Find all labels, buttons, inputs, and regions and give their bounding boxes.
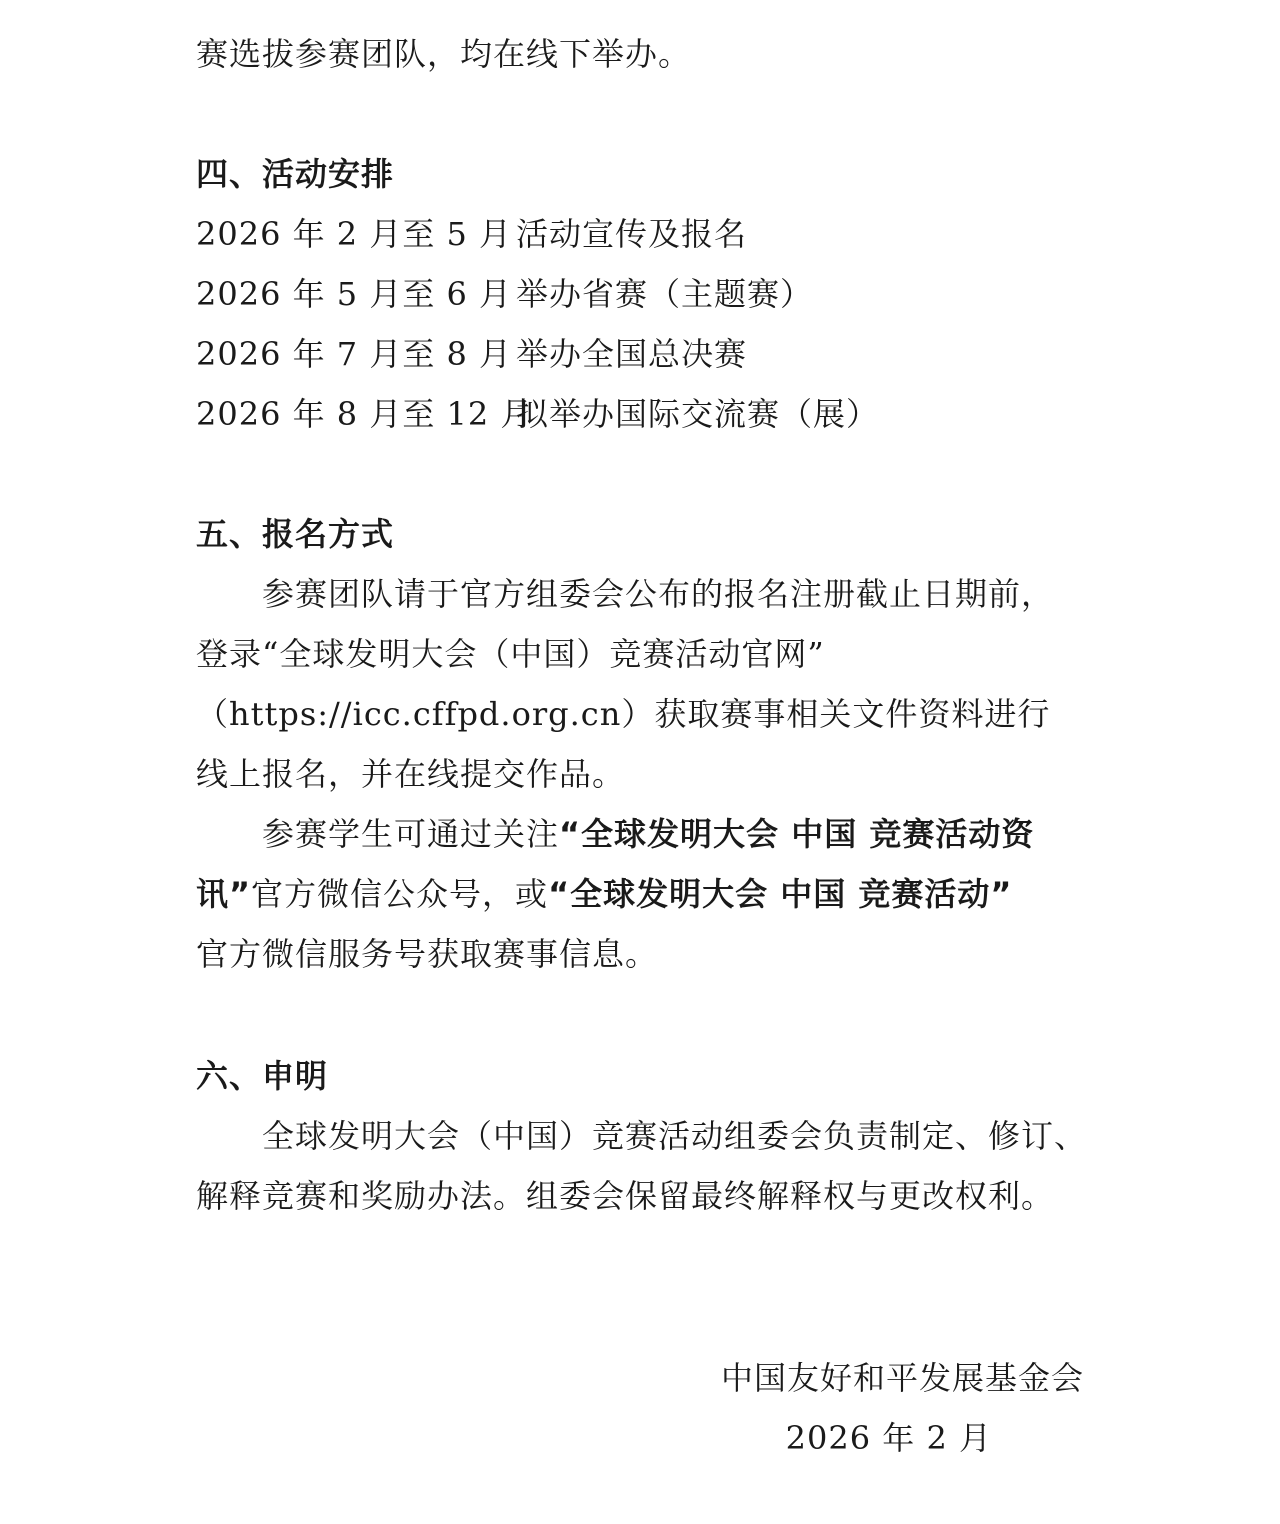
schedule-event: 拟举办国际交流赛（展） bbox=[516, 395, 880, 433]
section5-p1-line: （https://icc.cffpd.org.cn）获取赛事相关文件资料进行 bbox=[196, 695, 1051, 733]
schedule-date: 2026 年 8 月至 12 月 bbox=[196, 395, 534, 433]
section5-p1-line: 登录“全球发明大会（中国）竞赛活动官网” bbox=[196, 635, 825, 673]
schedule-row bbox=[196, 332, 747, 376]
section5-p1-line: 线上报名，并在线提交作品。 bbox=[196, 755, 626, 793]
section6-line: 全球发明大会（中国）竞赛活动组委会负责制定、修订、 bbox=[262, 1117, 1088, 1155]
intro-tail-text: 赛选拔参赛团队，均在线下举办。 bbox=[196, 35, 692, 73]
section5-heading: 五、报名方式 bbox=[196, 515, 395, 553]
schedule-row bbox=[196, 392, 879, 436]
section6-line: 解释竞赛和奖励办法。组委会保留最终解释权与更改权利。 bbox=[196, 1177, 1055, 1215]
signature-date: 2026 年 2 月 bbox=[785, 1419, 992, 1457]
section6-heading: 六、申明 bbox=[196, 1057, 329, 1095]
section5-p1-line: 参赛团队请于官方组委会公布的报名注册截止日期前， bbox=[262, 575, 1055, 613]
section5-p2-line bbox=[262, 812, 1034, 856]
section5-p2-line: 官方微信服务号获取赛事信息。 bbox=[196, 935, 659, 973]
wechat-service-name: “全球发明大会 中国 竞赛活动” bbox=[548, 875, 1013, 913]
schedule-event: 活动宣传及报名 bbox=[516, 215, 748, 253]
p2-text: 官方微信公众号，或 bbox=[251, 875, 549, 913]
signature-org: 中国友好和平发展基金会 bbox=[720, 1359, 1084, 1397]
schedule-event: 举办全国总决赛 bbox=[516, 335, 748, 373]
section5-p2-line bbox=[196, 872, 1012, 916]
wechat-account-name: “全球发明大会 中国 竞赛活动资 bbox=[559, 815, 1035, 853]
p2-text: 参赛学生可通过关注 bbox=[262, 815, 560, 853]
schedule-event: 举办省赛（主题赛） bbox=[516, 275, 814, 313]
section4-heading: 四、活动安排 bbox=[196, 155, 395, 193]
schedule-row bbox=[196, 272, 813, 316]
schedule-date: 2026 年 7 月至 8 月 bbox=[196, 335, 513, 373]
wechat-account-name: 讯” bbox=[196, 875, 252, 913]
schedule-date: 2026 年 5 月至 6 月 bbox=[196, 275, 513, 313]
schedule-row bbox=[196, 212, 747, 256]
schedule-date: 2026 年 2 月至 5 月 bbox=[196, 215, 513, 253]
